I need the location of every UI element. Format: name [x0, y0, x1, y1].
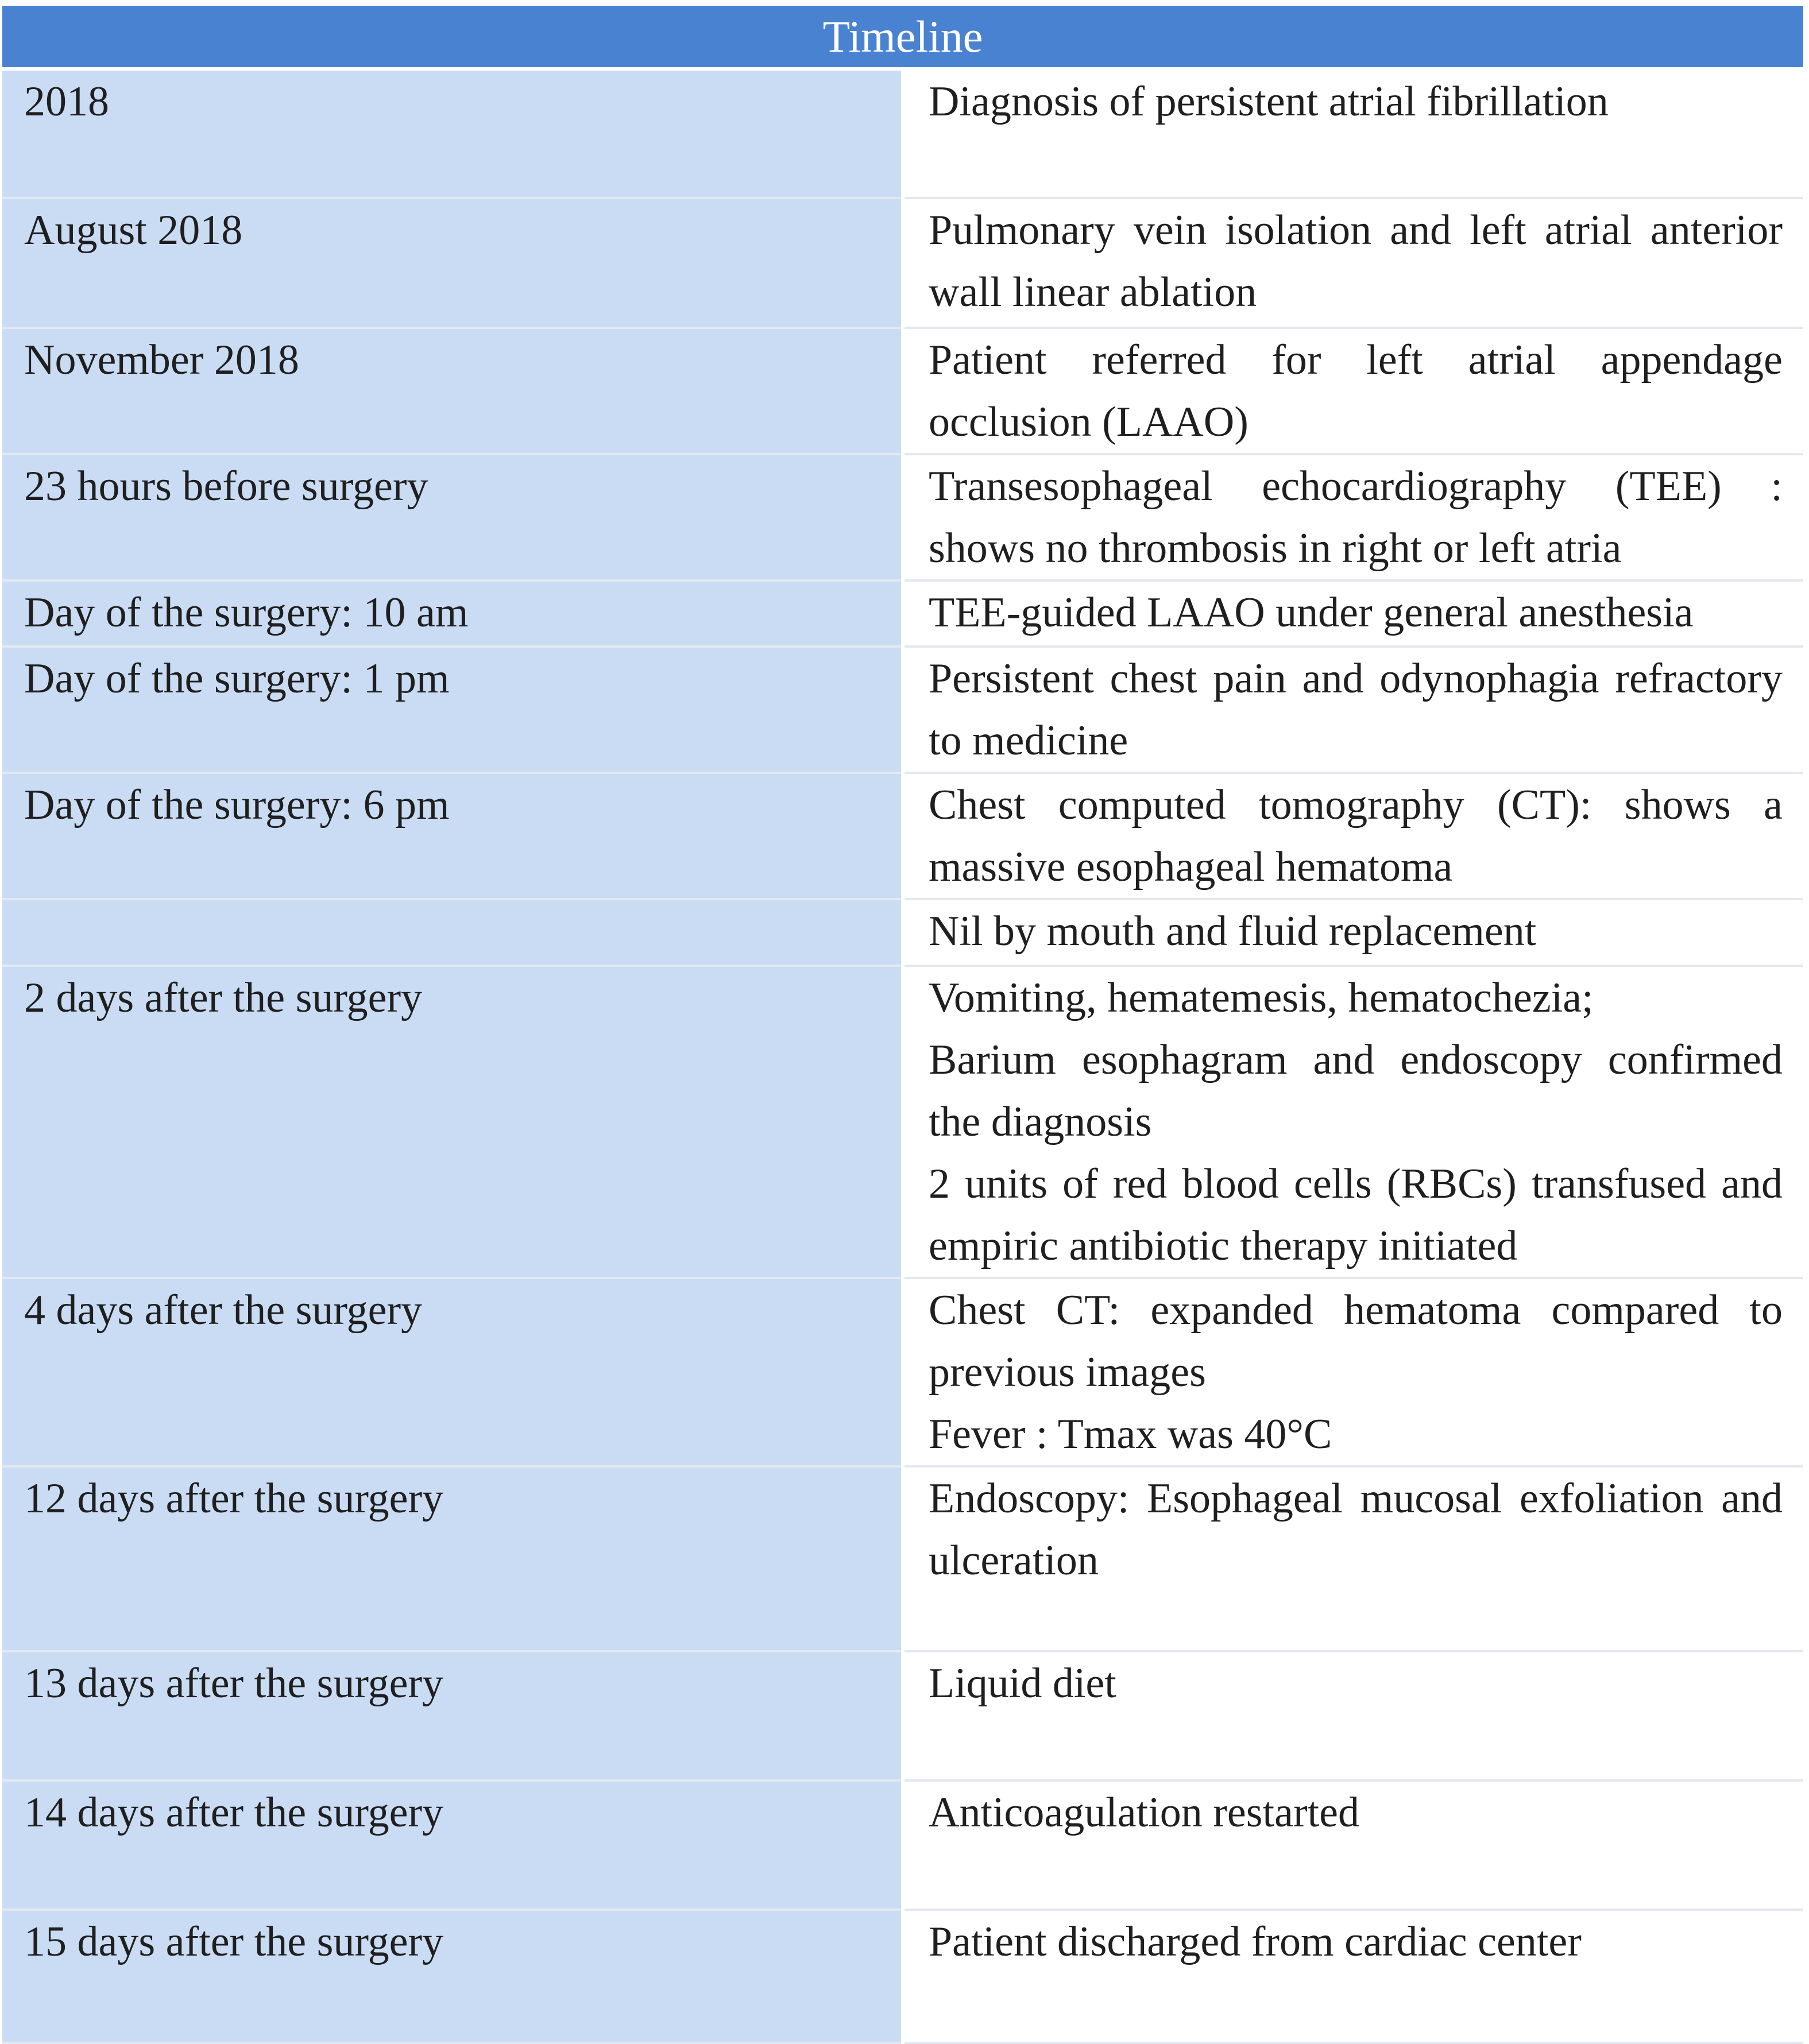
- time-cell: 15 days after the surgery: [2, 1910, 903, 2043]
- table-row: [2, 966, 1803, 1278]
- event-line: Diagnosis of persistent atrial fibrillation: [929, 78, 1609, 125]
- table-row: [2, 454, 1803, 580]
- event-cell: [903, 647, 1803, 773]
- event-cell: [903, 454, 1803, 580]
- time-cell: 23 hours before surgery: [2, 454, 903, 580]
- time-cell: Day of the surgery: 1 pm: [2, 647, 903, 773]
- event-cell: [903, 580, 1803, 647]
- header-row: [2, 6, 1803, 69]
- time-cell: 4 days after the surgery: [2, 1278, 903, 1466]
- event-cell: [903, 773, 1803, 899]
- table-row: [2, 899, 1803, 966]
- time-cell: 2018: [2, 69, 903, 198]
- time-cell: Day of the surgery: 6 pm: [2, 773, 903, 899]
- event-cell: [903, 899, 1803, 966]
- table-row: [2, 198, 1803, 328]
- event-cell: [903, 328, 1803, 454]
- event-line: TEE-guided LAAO under general anesthesia: [929, 589, 1694, 636]
- table-row: [2, 580, 1803, 647]
- event-line: 2 units of red blood cells (RBCs) transfused and empiric antibiotic therapy initiated: [929, 1160, 1783, 1269]
- timeline-body: [2, 69, 1803, 2043]
- event-line: Liquid diet: [929, 1660, 1116, 1707]
- table-title: Timeline: [2, 6, 1803, 69]
- event-line: Vomiting, hematemesis, hematochezia;: [929, 974, 1594, 1021]
- event-cell: [903, 966, 1803, 1278]
- time-cell: November 2018: [2, 328, 903, 454]
- table-row: [2, 647, 1803, 773]
- table-row: [2, 1278, 1803, 1466]
- event-cell: [903, 1780, 1803, 1910]
- table-row: [2, 1780, 1803, 1910]
- time-cell: 13 days after the surgery: [2, 1651, 903, 1780]
- table-row: [2, 773, 1803, 899]
- time-cell: Day of the surgery: 10 am: [2, 580, 903, 647]
- time-cell: August 2018: [2, 198, 903, 328]
- time-cell: 12 days after the surgery: [2, 1466, 903, 1651]
- table-row: [2, 1466, 1803, 1651]
- time-cell: 14 days after the surgery: [2, 1780, 903, 1910]
- event-cell: [903, 1466, 1803, 1651]
- event-cell: [903, 198, 1803, 328]
- table-row: [2, 328, 1803, 454]
- event-line: Fever : Tmax was 40°C: [929, 1411, 1332, 1458]
- event-line: Chest computed tomography (CT): shows a massive esophageal hematoma: [929, 781, 1783, 891]
- timeline-table: [2, 6, 1803, 2044]
- table-row: [2, 69, 1803, 198]
- event-line: Nil by mouth and fluid replacement: [929, 908, 1537, 955]
- event-line: Chest CT: expanded hematoma compared to previous images: [929, 1287, 1783, 1396]
- event-cell: [903, 69, 1803, 198]
- event-cell: [903, 1651, 1803, 1780]
- event-line: Anticoagulation restarted: [929, 1789, 1360, 1836]
- event-line: Pulmonary vein isolation and left atrial anterior wall linear ablation: [929, 207, 1783, 316]
- event-line: Endoscopy: Esophageal mucosal exfoliation and ulceration: [929, 1475, 1783, 1584]
- event-line: Transesophageal echocardiography (TEE) : shows no thrombosis in right or left atria: [929, 463, 1783, 572]
- event-line: Patient referred for left atrial appendage occlusion (LAAO): [929, 336, 1783, 446]
- event-line: Patient discharged from cardiac center: [929, 1918, 1582, 1965]
- table-row: [2, 1651, 1803, 1780]
- event-line: Persistent chest pain and odynophagia refractory to medicine: [929, 655, 1783, 764]
- event-line: Barium esophagram and endoscopy confirmed the diagnosis: [929, 1036, 1783, 1145]
- event-cell: [903, 1278, 1803, 1466]
- time-cell: 2 days after the surgery: [2, 966, 903, 1278]
- time-cell: [2, 899, 903, 966]
- event-cell: [903, 1910, 1803, 2043]
- table-row: [2, 1910, 1803, 2043]
